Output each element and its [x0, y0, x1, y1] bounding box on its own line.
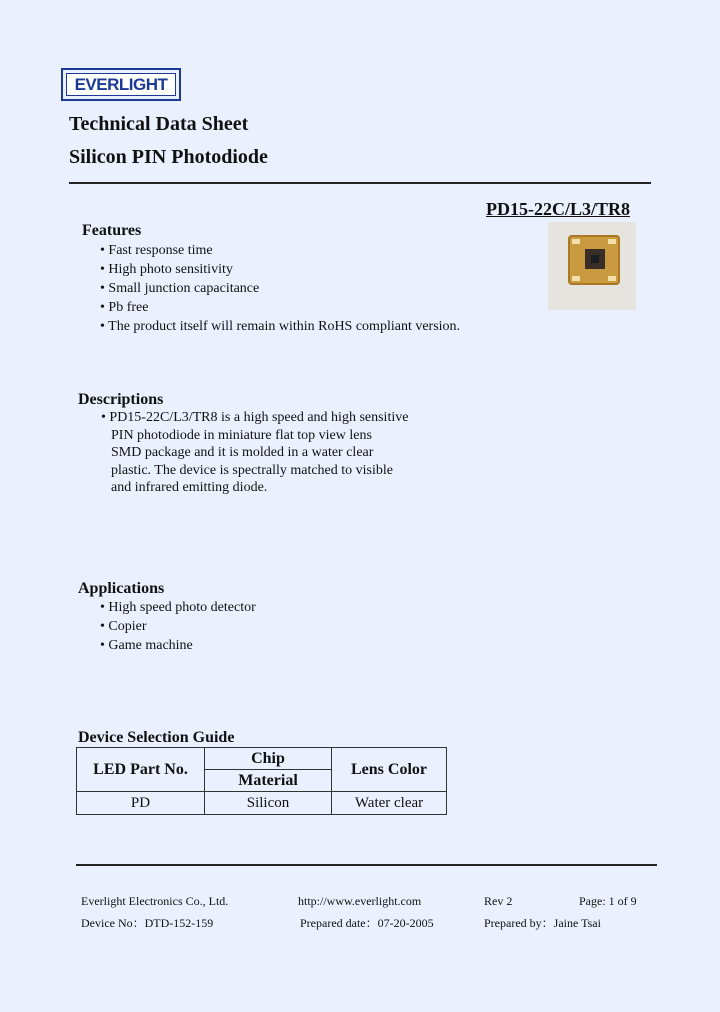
part-number: PD15-22C/L3/TR8: [486, 199, 630, 219]
cell-part: PD: [77, 792, 205, 815]
footer-url[interactable]: http://www.everlight.com: [298, 894, 422, 908]
footer-page: Page: 1 of 9: [579, 894, 637, 908]
footer-prepared-date: Prepared date：07-20-2005: [300, 916, 434, 930]
applications-list: [100, 598, 256, 655]
header-divider: [69, 182, 651, 184]
footer-company: Everlight Electronics Co., Ltd.: [81, 894, 229, 908]
col-header-chip: Chip: [205, 748, 332, 770]
selection-guide-heading: Device Selection Guide: [78, 729, 235, 746]
chip-die: [591, 255, 599, 263]
cell-lens: Water clear: [332, 792, 447, 815]
chip-pad: [608, 276, 616, 281]
document-subtitle: Silicon PIN Photodiode: [69, 146, 268, 168]
list-item: • Pb free: [100, 298, 460, 317]
product-photo: [548, 222, 636, 310]
features-heading: Features: [82, 222, 142, 239]
list-item: • Copier: [100, 617, 256, 636]
list-item: • High photo sensitivity: [100, 260, 460, 279]
col-header-material: Material: [205, 770, 332, 792]
features-list: [100, 241, 460, 336]
chip-package: [568, 235, 620, 285]
footer-device-no: Device No：DTD-152-159: [81, 916, 214, 930]
description-line: plastic. The device is spectrally matched to visible: [111, 462, 393, 478]
list-item: • Game machine: [100, 636, 256, 655]
chip-pad: [608, 239, 616, 244]
descriptions-heading: Descriptions: [78, 391, 164, 408]
list-item: • Small junction capacitance: [100, 279, 460, 298]
col-header-lens: Lens Color: [332, 748, 447, 792]
footer-divider: [76, 864, 657, 866]
description-line: PIN photodiode in miniature flat top view lens: [111, 427, 372, 443]
table-row: [77, 792, 447, 815]
applications-heading: Applications: [78, 580, 165, 597]
company-logo: [61, 68, 181, 101]
logo-text: EVERLIGHT: [74, 74, 168, 94]
description-line: SMD package and it is molded in a water clear: [111, 445, 374, 460]
footer-prepared-by: Prepared by：Jaine Tsai: [484, 916, 601, 930]
selection-guide-table: [76, 747, 447, 815]
description-line: and infrared emitting diode.: [111, 480, 268, 495]
cell-material: Silicon: [205, 792, 332, 815]
description-line: • PD15-22C/L3/TR8 is a high speed and high sensitive: [101, 410, 409, 425]
list-item: • High speed photo detector: [100, 598, 256, 617]
list-item: • Fast response time: [100, 241, 460, 260]
document-title: Technical Data Sheet: [69, 113, 249, 135]
chip-pad: [572, 239, 580, 244]
logo-frame: [66, 73, 176, 96]
descriptions-text: [101, 409, 408, 497]
footer-revision: Rev 2: [484, 894, 513, 908]
chip-pad: [572, 276, 580, 281]
chip-lens: [585, 249, 605, 269]
col-header-part: LED Part No.: [77, 748, 205, 792]
list-item: • The product itself will remain within RoHS compliant version.: [100, 317, 460, 336]
